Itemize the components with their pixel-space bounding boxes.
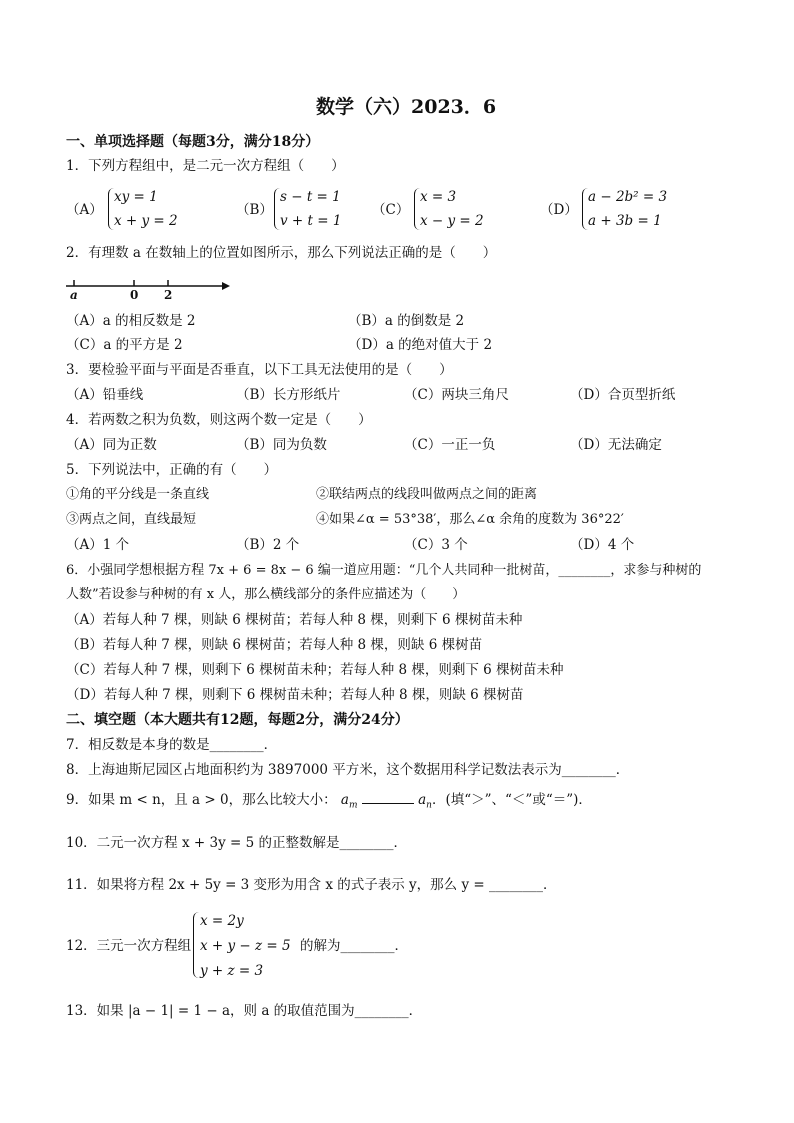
- q2-option-a[interactable]: （A）a 的相反数是 2: [66, 313, 196, 329]
- q8: 8．上海迪斯尼园区占地面积约为 3897000 平方米，这个数据用科学记数法表示为________．: [66, 762, 630, 778]
- q5-option-a[interactable]: （A）1 个: [66, 537, 130, 553]
- q9-sub-n: n: [426, 800, 432, 811]
- q3-option-d[interactable]: （D）合页型折纸: [570, 387, 676, 403]
- q11: 11．如果将方程 2x + 5y = 3 变形为用含 x 的式子表示 y，那么 y = ________．: [66, 877, 557, 893]
- section-1-heading: 一、单项选择题（每题3分，满分18分）: [66, 134, 320, 150]
- q1-d-label: （D）: [540, 202, 578, 218]
- q1-c-line1: x = 3: [420, 189, 457, 205]
- q1-a-line2: x + y = 2: [114, 213, 178, 229]
- q9-prefix: 9．如果 m < n，且 a > 0，那么比较大小：: [66, 792, 337, 808]
- q5-option-d[interactable]: （D）4 个: [570, 537, 635, 553]
- q5-statement-3: ③两点之间，直线最短: [66, 512, 197, 527]
- number-line-figure: [62, 272, 232, 302]
- q2-option-d[interactable]: （D）a 的绝对值大于 2: [348, 337, 493, 353]
- q4-stem: 4．若两数之积为负数，则这两个数一定是（ ）: [66, 412, 372, 428]
- q5-statement-1: ①角的平分线是一条直线: [66, 487, 210, 502]
- q9-answer-blank[interactable]: [362, 791, 414, 804]
- q3-option-b[interactable]: （B）长方形纸片: [236, 387, 341, 403]
- q9-suffix: ．(填“＞”、“＜”或“＝”)．: [431, 792, 592, 808]
- axis-label-a: a: [70, 288, 78, 302]
- q7: 7．相反数是本身的数是________．: [66, 737, 278, 753]
- q2-stem: 2．有理数 a 在数轴上的位置如图所示，那么下列说法正确的是（ ）: [66, 245, 497, 261]
- q6-stem-line2: 人数”若设参与种树的有 x 人，那么横线部分的条件应描述为（ ）: [66, 587, 466, 602]
- q12-eq3: y + z = 3: [200, 963, 264, 979]
- q6-option-d[interactable]: （D）若每人种 7 棵，则剩下 6 棵树苗未种；若每人种 8 棵，则缺 6 棵树苗: [66, 687, 524, 703]
- q5-option-b[interactable]: （B）2 个: [236, 537, 300, 553]
- q13: 13．如果 |a − 1| = 1 − a，则 a 的取值范围为________．: [66, 1003, 423, 1019]
- q1-c-label: （C）: [372, 202, 410, 218]
- q12-suffix: 的解为________．: [300, 938, 408, 954]
- q3-option-a[interactable]: （A）铅垂线: [66, 387, 144, 403]
- q6-option-a[interactable]: （A）若每人种 7 棵，则缺 6 棵树苗；若每人种 8 棵，则剩下 6 棵树苗未种: [66, 612, 523, 628]
- q1-a-label: （A）: [66, 202, 103, 218]
- q1-d-line2: a + 3b = 1: [588, 213, 662, 229]
- q1-a-line1: xy = 1: [114, 189, 158, 205]
- page-title: 数学（六）2023．6: [316, 96, 497, 118]
- q3-option-c[interactable]: （C）两块三角尺: [404, 387, 509, 403]
- q9-a-m: a: [340, 792, 349, 808]
- q1-d-line1: a − 2b² = 3: [588, 189, 668, 205]
- brace-icon: [193, 912, 200, 978]
- q3-stem: 3．要检验平面与平面是否垂直，以下工具无法使用的是（ ）: [66, 362, 453, 378]
- q6-option-c[interactable]: （C）若每人种 7 棵，则剩下 6 棵树苗未种；若每人种 8 棵，则剩下 6 棵树苗未种: [66, 662, 564, 678]
- q4-option-a[interactable]: （A）同为正数: [66, 437, 157, 453]
- q2-option-b[interactable]: （B）a 的倒数是 2: [348, 313, 465, 329]
- q12-eq2: x + y − z = 5: [200, 938, 291, 954]
- q5-option-c[interactable]: （C）3 个: [404, 537, 468, 553]
- q1-stem: 1．下列方程组中，是二元一次方程组（ ）: [66, 158, 345, 174]
- q12-eq1: x = 2y: [200, 913, 244, 929]
- q9-a-n: a: [418, 792, 427, 808]
- q1-b-label: （B）: [236, 202, 273, 218]
- axis-label-2: 2: [164, 288, 173, 302]
- q1-b-line1: s − t = 1: [280, 189, 341, 205]
- q9-sub-m: m: [348, 800, 358, 811]
- q4-option-b[interactable]: （B）同为负数: [236, 437, 327, 453]
- section-2-heading: 二、填空题（本大题共有12题，每题2分，满分24分）: [66, 712, 409, 728]
- axis-label-0: 0: [130, 288, 139, 302]
- q6-stem-line1: 6．小强同学想根据方程 7x + 6 = 8x − 6 编一道应用题：“几个人共同种一批树苗，________，求参与种树的: [66, 563, 702, 578]
- q5-statement-2: ②联结两点的线段叫做两点之间的距离: [316, 487, 538, 502]
- q12-prefix: 12．三元一次方程组: [66, 938, 192, 954]
- q6-option-b[interactable]: （B）若每人种 7 棵，则缺 6 棵树苗；若每人种 8 棵，则缺 6 棵树苗: [66, 637, 483, 653]
- q1-c-line2: x − y = 2: [420, 213, 484, 229]
- q1-b-line2: v + t = 1: [280, 213, 342, 229]
- q10: 10．二元一次方程 x + 3y = 5 的正整数解是________．: [66, 835, 407, 851]
- q4-option-c[interactable]: （C）一正一负: [404, 437, 496, 453]
- q2-option-c[interactable]: （C）a 的平方是 2: [66, 337, 183, 353]
- q5-statement-4: ④如果∠α = 53°38′，那么∠α 余角的度数为 36°22′: [316, 512, 624, 527]
- q4-option-d[interactable]: （D）无法确定: [570, 437, 662, 453]
- q9: [66, 791, 592, 815]
- q5-stem: 5．下列说法中，正确的有（ ）: [66, 462, 278, 478]
